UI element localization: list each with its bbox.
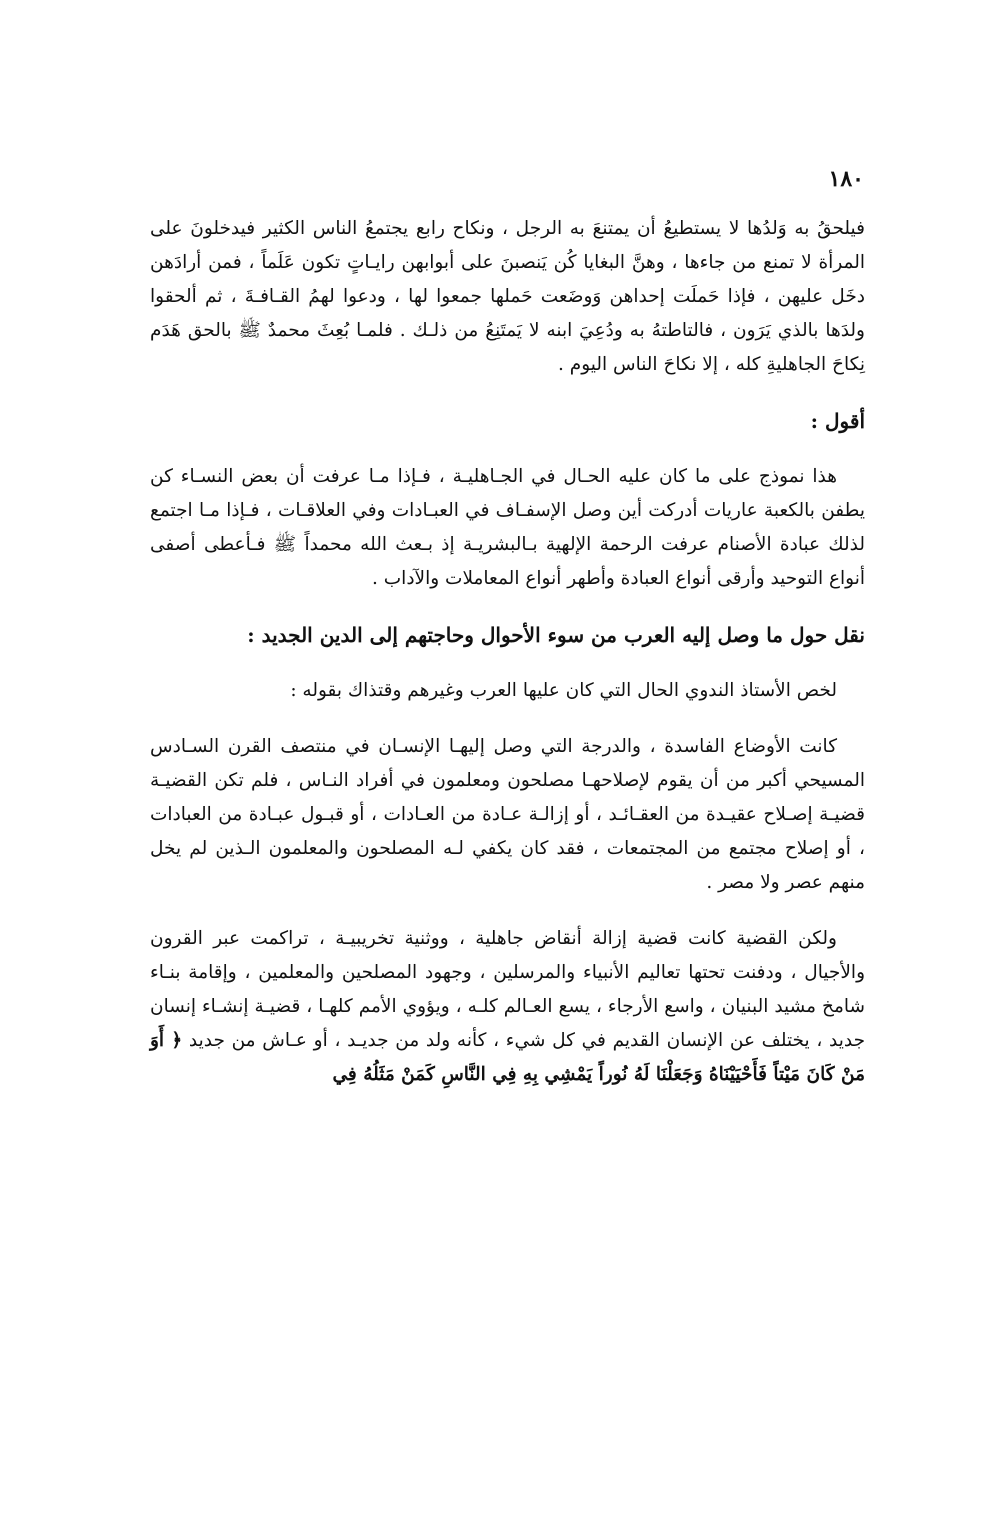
heading-aqool: أقول : xyxy=(810,409,865,433)
paragraph-5-text: ولكن القضية كانت قضية إزالة أنقاض جاهلية ، ووثنية تخريبيـة ، تراكمت عبر القرون والأجيال ، ودفنت تحتها تعاليم الأنبياء والمرسلين ، وجهود المصلحين والمعلمين ، وإقامة بنـاء شامخ مشيد البنيان ، واسع الأرجاء ، يسع العـالم كلـه ، ويؤوي الأمم كلهـا ، قضيـة إنشـاء إنسان جديد ، يختلف عن الإنسان القديم في كل شيء ، كأنه ولد من جديـد ، أو عـاش من جديد xyxy=(150,928,866,1051)
paragraph-4: كانت الأوضاع الفاسدة ، والدرجة التي وصل إليهـا الإنسـان في منتصف القرن السـادس المسيحي أكبر من أن يقوم لإصلاحهـا مصلحون ومعلمون في أفراد النـاس ، فلم تكن القضيـة قضيـة إصـلاح عقيـدة من العقـائـد ، أو إزالـة عـادة من العـادات ، أو قبـول عبـادة من العبادات ، أو إصلاح مجتمع من المجتمعات ، فقد كان يكفي لـه المصلحون والمعلمون الـذين لم يخل منهم عصر ولا مصر . xyxy=(150,736,865,893)
paragraph-3: لخص الأستاذ الندوي الحال التي كان عليها العرب وغيرهم وقتذاك بقوله : xyxy=(290,680,837,701)
paragraph-1: فيلحقُ به وَلدُها لا يستطيعُ أن يمتنعَ به الرجل ، ونكاح رابع يجتمعُ الناس الكثير فيدخلونَ على المرأة لا تمنع من جاءها ، وهنَّ البغايا كُن يَنصبنَ على أبوابهن رايـاتٍ تكون عَلَماً ، فمن أرادَهن دخَل عليهن ، فإذا حَملَت إحداهن وَوضَعت حَملها جمعوا لها ، ودعوا لهمُ القـافـةَ ، ثم ألحقوا ولدَها بالذي يَرَون ، فالتاطتهُ به ودُعِيَ ابنه لا يَمتَنِعُ من ذلـك . فلمـا بُعِثَ محمدٌ ﷺ بالحق هَدَم نِكاحَ الجاهليةِ كله ، إلا نكاحَ الناس اليوم . xyxy=(150,218,865,375)
quran-verse: ﴿ أَوَ مَنْ كَانَ مَيْتاً فَأَحْيَيْنَاهُ وَجَعَلْنَا لَهُ نُوراً يَمْشِي بِهِ فِي النَّاسِ كَمَنْ مَثَلُهُ فِي xyxy=(150,1030,865,1085)
paragraph-5 xyxy=(150,922,865,1092)
page-body xyxy=(150,150,865,1114)
paragraph-2: هذا نموذج على ما كان عليه الحـال في الجـاهليـة ، فـإذا مـا عرفت أن بعض النسـاء كن يطفن بالكعبة عاريات أدركت أين وصل الإسفـاف في العبـادات وفي العلاقـات ، فـإذا مـا اجتمع لذلك عبادة الأصنام عرفت الرحمة الإلهية بـالبشريـة إذ بـعث الله محمداً ﷺ فـأعطى أصفى أنواع التوحيد وأرقى أنواع العبادة وأطهر أنواع المعاملات والآداب . xyxy=(150,466,865,589)
page-number: ١٨٠ xyxy=(828,166,864,192)
section-heading: نقل حول ما وصل إليه العرب من سوء الأحوال وحاجتهم إلى الدين الجديد : xyxy=(247,623,865,647)
